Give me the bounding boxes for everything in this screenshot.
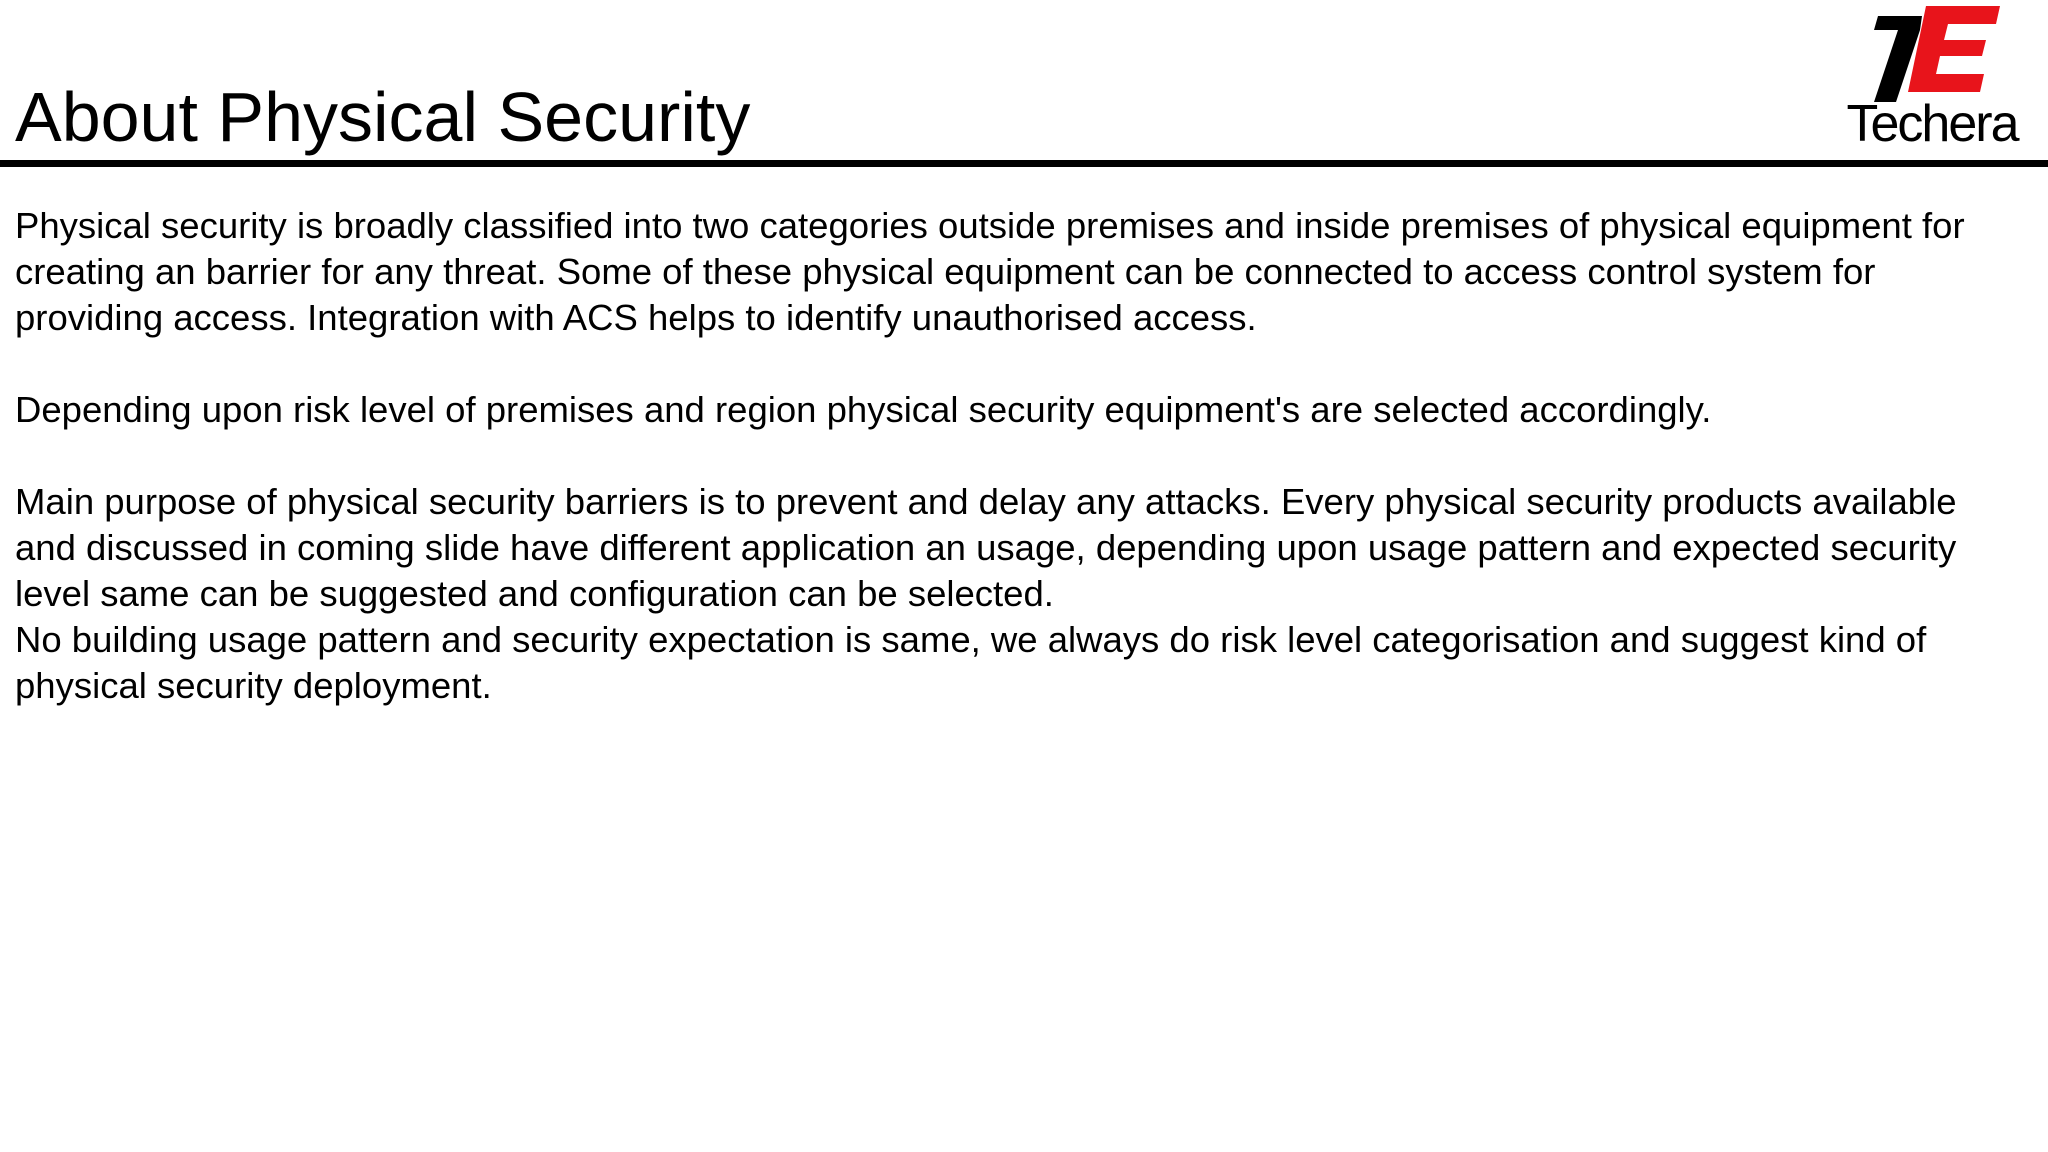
paragraph-purpose: Main purpose of physical security barriers is to prevent and delay any attacks. Every physical security products available and discussed in coming slide have different application an usage, depending upon usage pattern and expected security level same can be suggested and configuration can be selected. [15, 481, 1957, 614]
paragraph-risk-level: Depending upon risk level of premises and region physical security equipment's are selected accordingly. [15, 389, 1712, 430]
paragraph-classification: Physical security is broadly classified into two categories outside premises and inside premises of physical equipment for creating an barrier for any threat. Some of these physical equipment can be connected to access control system for providing access. Integration with ACS helps to identify unauthorised access. [15, 205, 1965, 338]
slide-body [15, 203, 2025, 709]
paragraph-gap [15, 433, 2025, 479]
logo-wordmark: Techera [1846, 95, 2018, 153]
paragraph-gap [15, 341, 2025, 387]
techera-logo [1826, 2, 2038, 154]
title-divider [0, 160, 2048, 167]
slide-title: About Physical Security [15, 78, 751, 156]
te-mark-icon [1826, 2, 2038, 102]
paragraph-risk-categorisation: No building usage pattern and security expectation is same, we always do risk level categorisation and suggest kind of physical security deployment. [15, 619, 1927, 706]
